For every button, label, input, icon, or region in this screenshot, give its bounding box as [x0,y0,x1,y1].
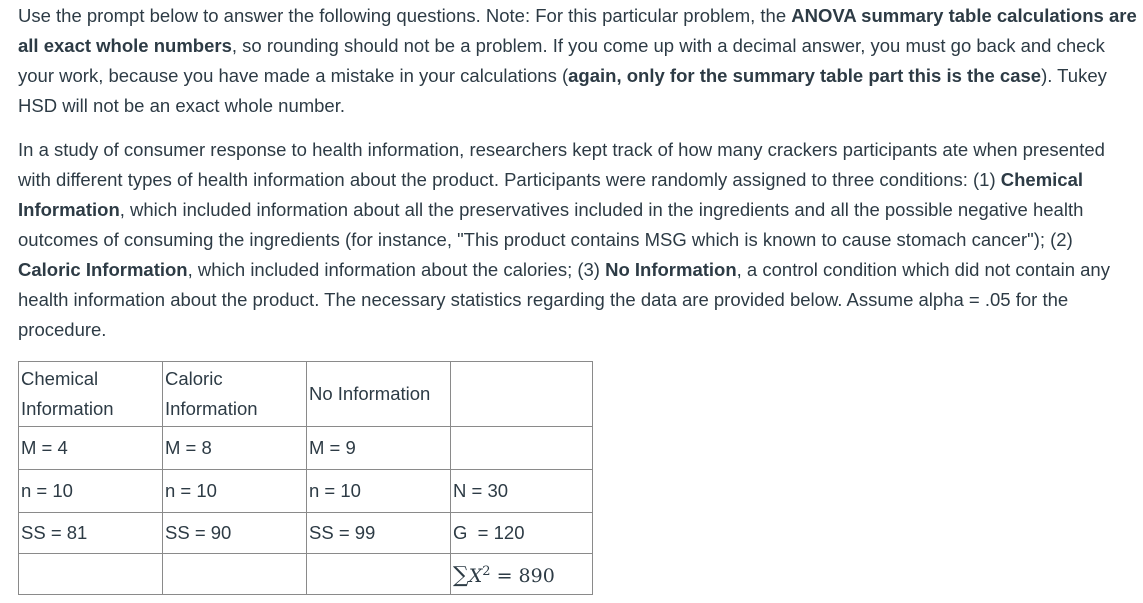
sum-x-squared [451,554,593,595]
instructions-paragraph [18,1,1140,121]
header-caloric: Caloric Information [163,362,307,427]
mean-no-information: M = 9 [307,427,451,470]
n-caloric: n = 10 [163,470,307,513]
instructions-text-2: , so rounding should not be a problem. If you come up with a decimal answer, you must go back and check your work, because you have made a mistake in your calculations ( [18,35,1105,86]
study-text-4: , a control condition which did not contain any health information about the product. The necessary statistics regarding the data are provided below. Assume alpha = .05 for the procedure. [18,259,1110,340]
sum-x-squared-formula [453,565,555,587]
n-no-information: n = 10 [307,470,451,513]
statistics-table [18,361,593,595]
sum-value: 890 [518,565,555,587]
sum-equals: = [496,565,513,587]
condition-chemical-label: Chemical Information [18,169,1084,220]
table-row-sum-x-squared [19,554,593,595]
study-text-3: , which included information about the calories; (3) [187,259,606,280]
condition-none-label: No Information [605,259,737,280]
table-row-means [19,427,593,470]
summation-icon: ∑ [453,563,469,588]
instructions-text-3: ). Tukey HSD will not be an exact whole number. [18,65,1107,116]
empty-cell-1 [19,554,163,595]
instructions-bold-2: again, only for the summary table part this is the case [568,65,1042,86]
header-empty [451,362,593,427]
mean-chemical: M = 4 [19,427,163,470]
n-chemical: n = 10 [19,470,163,513]
grand-total: G = 120 [451,513,593,554]
empty-cell-3 [307,554,451,595]
instructions-text-1: Use the prompt below to answer the following questions. Note: For this particular problem, the [18,5,792,26]
study-text-1: In a study of consumer response to health information, researchers kept track of how many crackers participants ate when presented with different types of health information about the product. Participants were randomly assigned to three conditions: (1) [18,139,1105,190]
instructions-bold-1: ANOVA summary table calculations are all exact whole numbers [18,5,1137,56]
mean-empty [451,427,593,470]
sum-variable: X [468,565,483,587]
ss-chemical: SS = 81 [19,513,163,554]
n-total: N = 30 [451,470,593,513]
header-chemical: Chemical Information [19,362,163,427]
table-header-row [19,362,593,427]
study-description-paragraph [18,135,1140,345]
mean-caloric: M = 8 [163,427,307,470]
ss-caloric: SS = 90 [163,513,307,554]
study-text-2: , which included information about all the preservatives included in the ingredients and all the possible negative health outcomes of consuming the ingredients (for instance, "This product contains MSG which is known to cause stomach cancer"); (2) [18,199,1084,250]
header-no-information: No Information [307,362,451,427]
empty-cell-2 [163,554,307,595]
table-row-sum-of-squares [19,513,593,554]
table-row-sample-sizes [19,470,593,513]
ss-no-information: SS = 99 [307,513,451,554]
sum-exponent: 2 [482,564,491,579]
condition-caloric-label: Caloric Information [18,259,188,280]
